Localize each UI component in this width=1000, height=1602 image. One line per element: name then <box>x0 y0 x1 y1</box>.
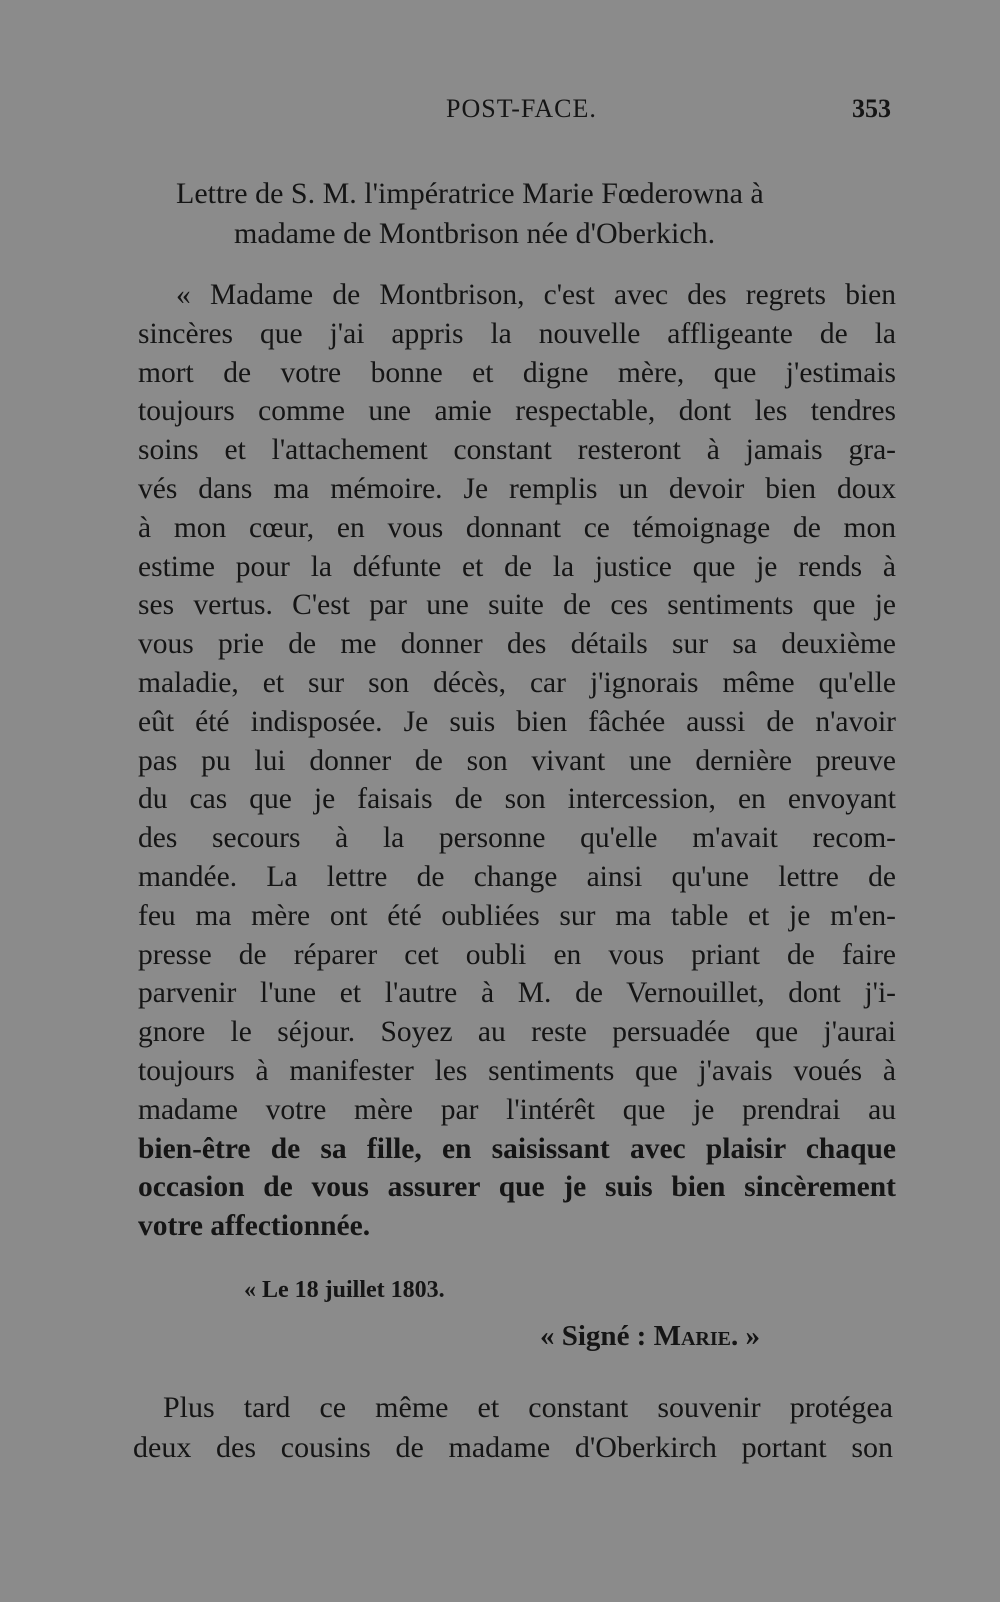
letter-line: gnore le séjour. Soyez au reste persuadée que j'aurai <box>138 1016 896 1049</box>
letter-line: vous prie de me donner des détails sur sa deuxième <box>138 628 896 661</box>
heading-line-1: Lettre de S. M. l'impératrice Marie Fœderowna à <box>176 177 764 210</box>
page-number: 353 <box>852 94 891 123</box>
letter-date: « Le 18 juillet 1803. <box>244 1277 445 1303</box>
running-title: POST-FACE. <box>446 94 597 123</box>
letter-line: soins et l'attachement constant resteront à jamais gra- <box>138 434 896 467</box>
letter-line: toujours comme une amie respectable, dont les tendres <box>138 395 896 428</box>
closing-paragraph <box>133 1388 893 1468</box>
letter-line: feu ma mère ont été oubliées sur ma table et je m'en- <box>138 899 896 932</box>
letter-line: du cas que je faisais de son intercession, en envoyant <box>138 783 896 816</box>
letter-line: mort de votre bonne et digne mère, que j'estimais <box>138 356 896 389</box>
letter-line: bien-être de sa fille, en saisissant avec plaisir chaque <box>138 1132 896 1165</box>
heading-line-2: madame de Montbrison née d'Oberkich. <box>234 217 716 250</box>
letter-line: maladie, et sur son décès, car j'ignorais même qu'elle <box>138 666 896 699</box>
letter-heading <box>138 174 898 254</box>
signature-prefix: « Signé : <box>540 1320 654 1352</box>
letter-line: sincères que j'ai appris la nouvelle affligeante de la <box>138 317 896 350</box>
letter-line: parvenir l'une et l'autre à M. de Vernouillet, dont j'i- <box>138 977 896 1010</box>
letter-body <box>138 276 896 1246</box>
letter-line: mandée. La lettre de change ainsi qu'une lettre de <box>138 860 896 893</box>
letter-line: votre affectionnée. <box>138 1210 371 1243</box>
letter-line: occasion de vous assurer que je suis bien sincèrement <box>138 1171 896 1204</box>
letter-line: eût été indisposée. Je suis bien fâchée aussi de n'avoir <box>138 705 896 738</box>
letter-line: ses vertus. C'est par une suite de ces sentiments que je <box>138 589 896 622</box>
signature-suffix: » <box>738 1320 760 1352</box>
letter-line: vés dans ma mémoire. Je remplis un devoir bien doux <box>138 472 896 505</box>
closing-line-2: deux des cousins de madame d'Oberkirch portant son <box>133 1431 893 1464</box>
letter-line: à mon cœur, en vous donnant ce témoignage de mon <box>138 511 896 544</box>
closing-line-1: Plus tard ce même et constant souvenir protégea <box>163 1391 893 1424</box>
letter-line: estime pour la défunte et de la justice que je rends à <box>138 550 896 583</box>
letter-line: pas pu lui donner de son vivant une dernière preuve <box>138 744 896 777</box>
letter-line: des secours à la personne qu'elle m'avait recom- <box>138 822 896 855</box>
running-head <box>0 94 1000 128</box>
letter-line: « Madame de Montbrison, c'est avec des regrets bien <box>176 279 896 311</box>
signature-name: Marie. <box>653 1320 739 1352</box>
letter-line: presse de réparer cet oubli en vous priant de faire <box>138 938 896 971</box>
letter-signature <box>540 1320 760 1353</box>
letter-line: madame votre mère par l'intérêt que je prendrai au <box>138 1093 896 1126</box>
letter-line: toujours à manifester les sentiments que j'avais voués à <box>138 1054 896 1087</box>
